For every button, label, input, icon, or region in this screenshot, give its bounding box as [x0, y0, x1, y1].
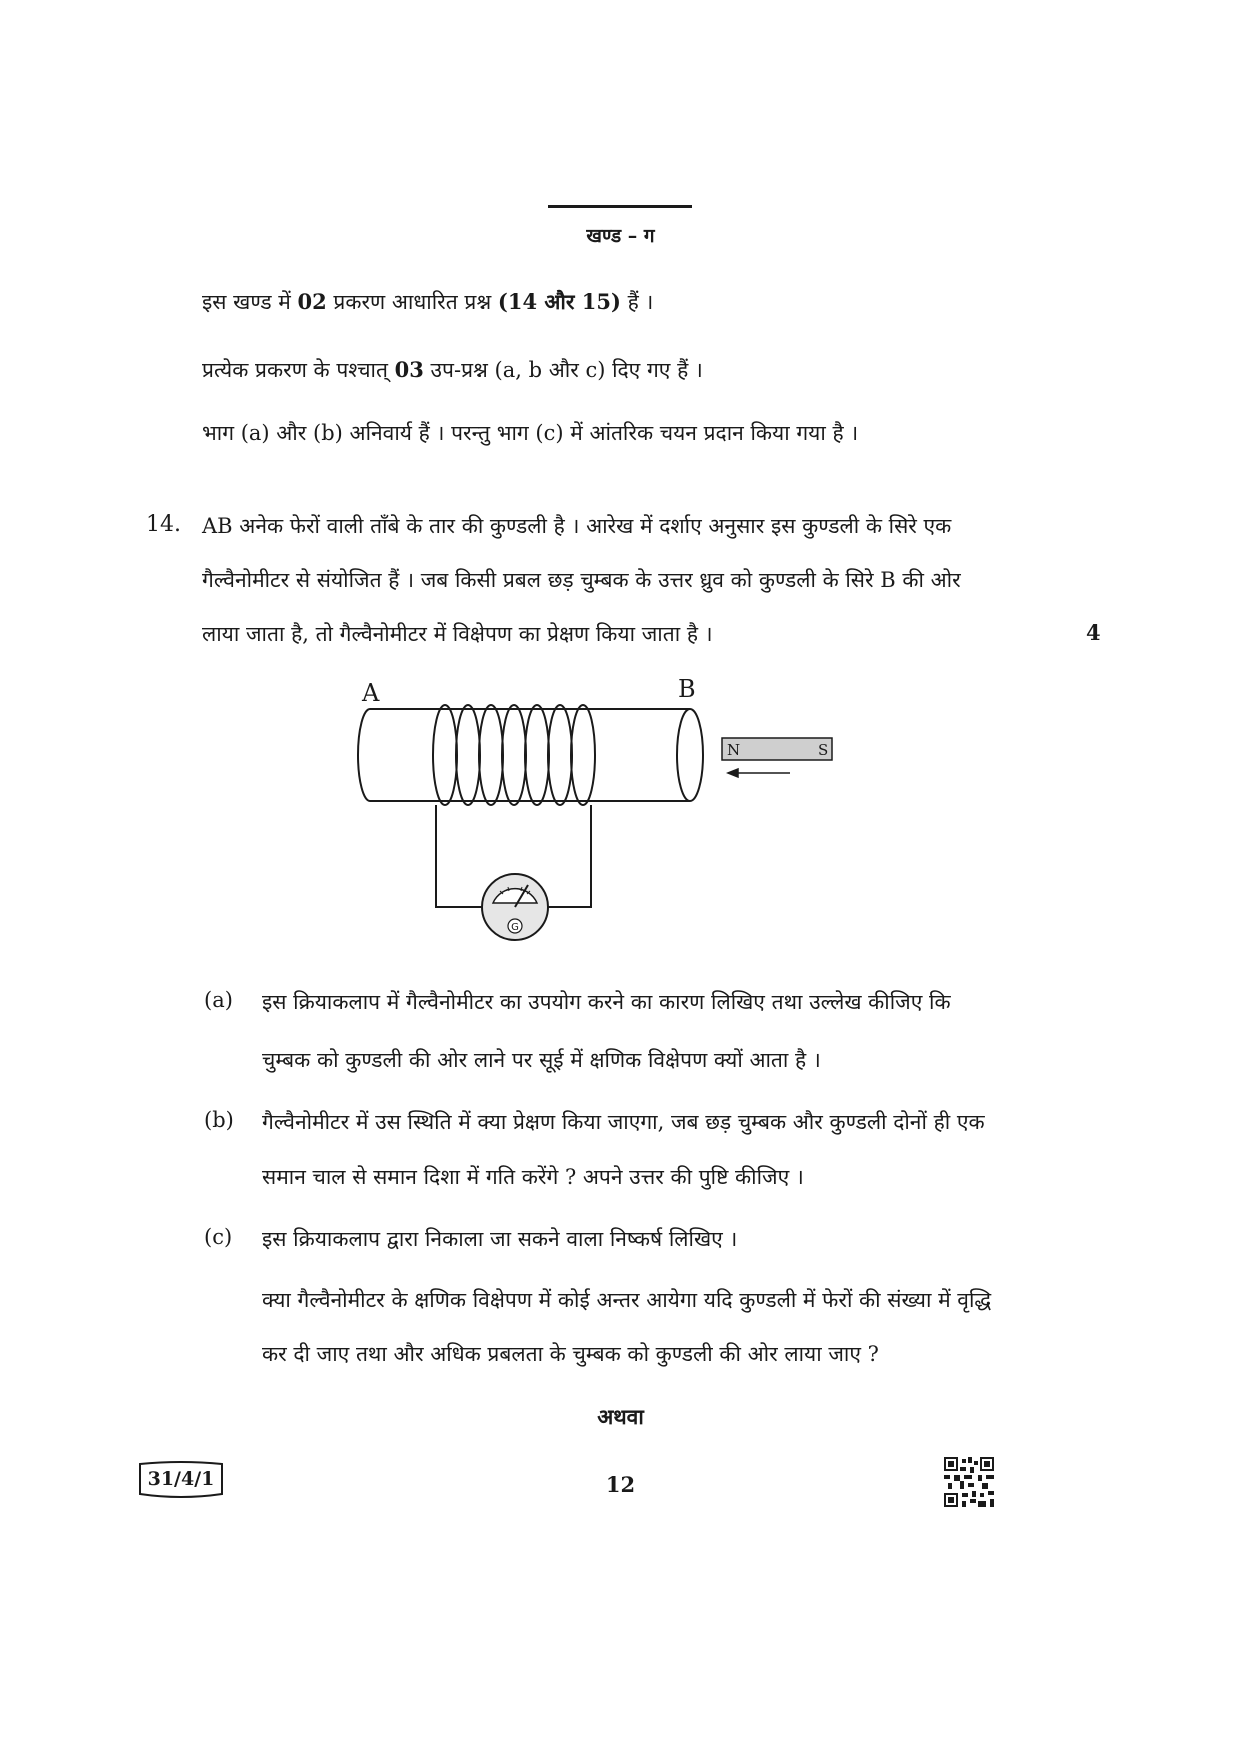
question-marks: 4 — [1086, 620, 1101, 645]
galvanometer-label: G — [511, 922, 519, 933]
intro-line-3: भाग (a) और (b) अनिवार्य हैं । परन्तु भाग (c) में आंतरिक चयन प्रदान किया गया है । — [202, 421, 859, 445]
section-title: खण्ड – ग — [586, 225, 655, 247]
part-c-line-4: कर दी जाए तथा और अधिक प्रबलता के चुम्बक को कुण्डली की ओर लाया जाए ? — [262, 1342, 879, 1366]
coil-galvanometer-figure — [350, 675, 850, 957]
part-a-line-2: चुम्बक को कुण्डली की ओर लाने पर सूई में क्षणिक विक्षेपण क्यों आता है । — [262, 1048, 821, 1072]
question-line-2: गैल्वैनोमीटर से संयोजित हैं । जब किसी प्रबल छड़ चुम्बक के उत्तर ध्रुव को कुण्डली के सिरे B की ओर — [202, 568, 961, 592]
page-number: 12 — [605, 1472, 636, 1497]
coil-cylinder — [358, 709, 703, 801]
paper-code: 31/4/1 — [147, 1468, 215, 1490]
part-b-line-2: समान चाल से समान दिशा में गति करेंगे ? अपने उत्तर की पुष्टि कीजिए । — [262, 1165, 804, 1189]
part-c-line-1: इस क्रियाकलाप द्वारा निकाला जा सकने वाला निष्कर्ष लिखिए । — [262, 1227, 738, 1251]
part-b-label: (b) — [204, 1108, 234, 1132]
question-number: 14. — [146, 512, 181, 537]
part-b-line-1: गैल्वैनोमीटर में उस स्थिति में क्या प्रेक्षण किया जाएगा, जब छड़ चुम्बक और कुण्डली दोनों ही एक — [262, 1110, 985, 1134]
part-c-label: (c) — [204, 1225, 233, 1249]
intro-line-2: प्रत्येक प्रकरण के पश्चात् 03 उप-प्रश्न (a, b और c) दिए गए हैं । — [202, 357, 703, 382]
intro-line-1: इस खण्ड में 02 प्रकरण आधारित प्रश्न (14 और 15) हैं । — [202, 289, 654, 314]
part-a-line-1: इस क्रियाकलाप में गैल्वैनोमीटर का उपयोग करने का कारण लिखिए तथा उल्लेख कीजिए कि — [262, 990, 951, 1014]
question-line-1: AB अनेक फेरों वाली ताँबे के तार की कुण्डली है । आरेख में दर्शाए अनुसार इस कुण्डली के सिरे एक — [202, 514, 952, 538]
question-line-3: लाया जाता है, तो गैल्वैनोमीटर में विक्षेपण का प्रेक्षण किया जाता है । — [202, 622, 713, 646]
coil-turns — [433, 705, 595, 805]
magnet-south-label: S — [818, 741, 829, 759]
part-a-label: (a) — [204, 988, 233, 1012]
section-rule — [548, 205, 692, 208]
or-separator: अथवा — [597, 1404, 644, 1429]
motion-arrow — [728, 769, 790, 777]
coil-end-b-label: B — [678, 675, 696, 703]
bar-magnet — [722, 738, 832, 760]
magnet-north-label: N — [727, 741, 741, 759]
qr-code-icon — [944, 1457, 994, 1507]
galvanometer — [482, 874, 548, 940]
coil-end-a-label: A — [362, 679, 380, 707]
part-c-line-3: क्या गैल्वैनोमीटर के क्षणिक विक्षेपण में कोई अन्तर आयेगा यदि कुण्डली में फेरों की संख्या में वृद्धि — [262, 1288, 992, 1312]
